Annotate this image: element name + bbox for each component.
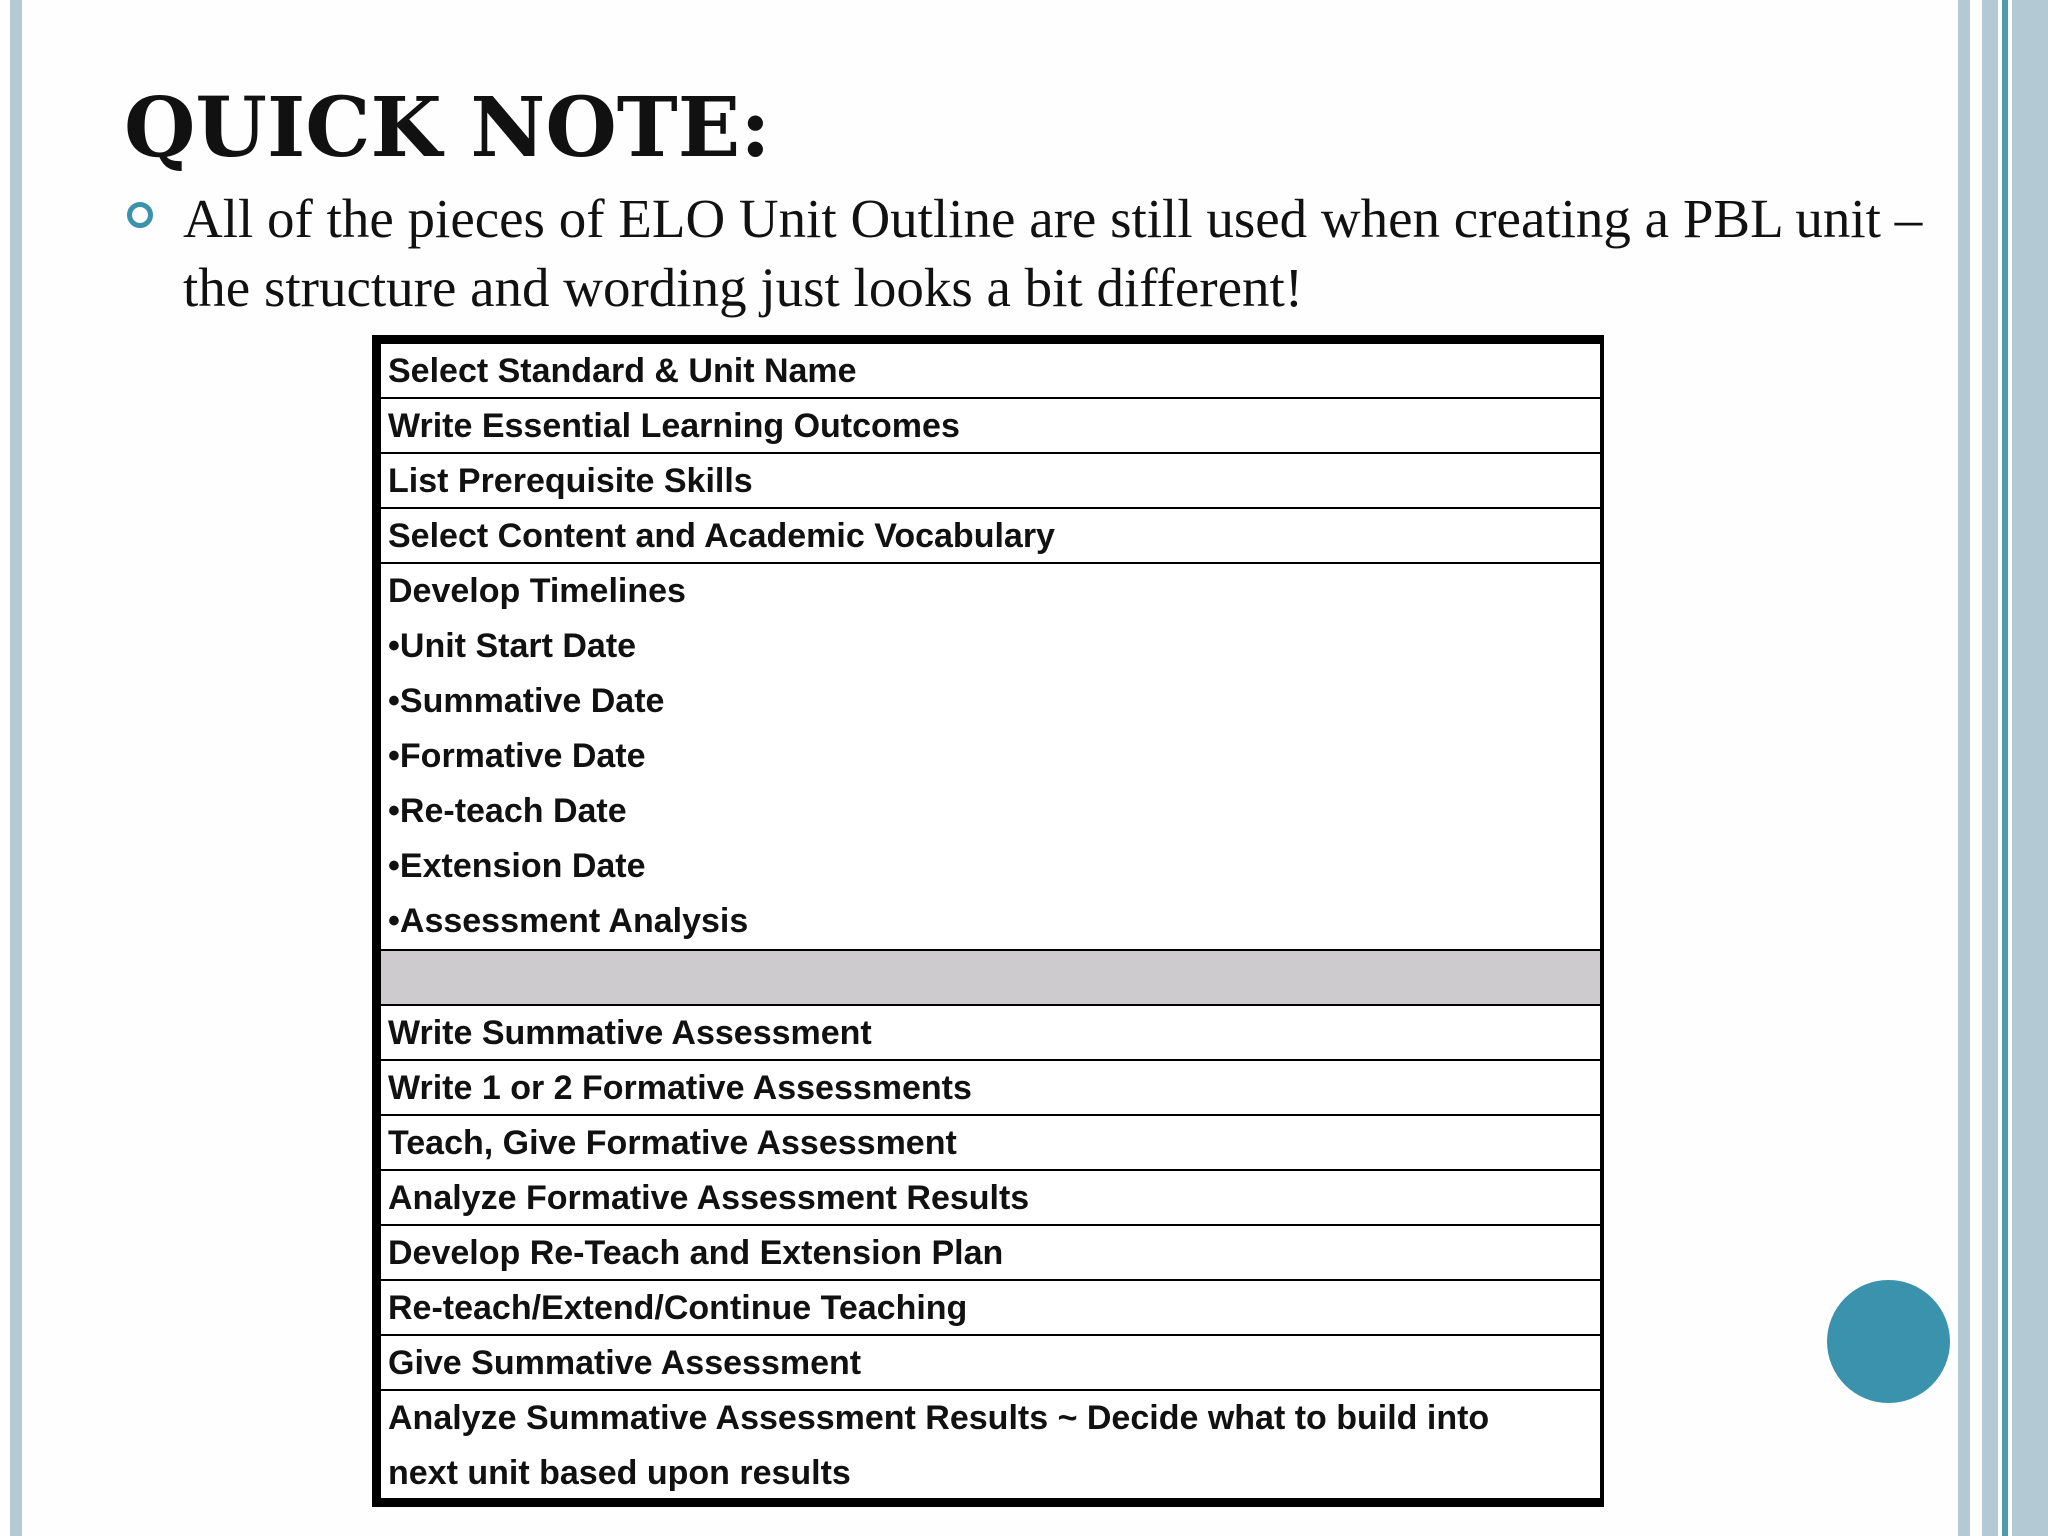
final-row-line: next unit based upon results: [388, 1454, 851, 1492]
outline-row: Analyze Formative Assessment Results: [381, 1171, 1600, 1226]
outline-row: List Prerequisite Skills: [381, 454, 1600, 509]
right-border-stripe: [1958, 0, 1970, 1536]
shaded-separator-row: [381, 951, 1600, 1006]
timelines-group: [381, 564, 1600, 951]
outline-row: Select Standard & Unit Name: [381, 344, 1600, 399]
unit-outline-table: [372, 335, 1604, 1507]
right-border-stripe-accent: [2002, 0, 2008, 1536]
timeline-item: •Unit Start Date: [388, 627, 637, 665]
bullet-ring-icon: [127, 202, 153, 228]
timeline-item: •Re-teach Date: [388, 792, 627, 830]
left-border-bar: [10, 0, 22, 1536]
outline-final-row: [381, 1391, 1600, 1498]
timeline-item: •Summative Date: [388, 682, 665, 720]
outline-row: Write 1 or 2 Formative Assessments: [381, 1061, 1600, 1116]
right-border-stripe: [2012, 0, 2048, 1536]
outline-row: Write Summative Assessment: [381, 1006, 1600, 1061]
timelines-heading: Develop Timelines: [388, 572, 686, 610]
timeline-item: •Formative Date: [388, 737, 646, 775]
outline-row: Write Essential Learning Outcomes: [381, 399, 1600, 454]
decorative-circle: [1827, 1280, 1950, 1403]
bullet-text: All of the pieces of ELO Unit Outline are still used when creating a PBL unit – the structure and wording just looks a bit different!: [183, 188, 1923, 318]
outline-row: Select Content and Academic Vocabulary: [381, 509, 1600, 564]
final-row-line: Analyze Summative Assessment Results ~ Decide what to build into: [388, 1399, 1490, 1437]
timeline-item: •Assessment Analysis: [388, 902, 749, 940]
timeline-item: •Extension Date: [388, 847, 646, 885]
outline-row: Develop Re-Teach and Extension Plan: [381, 1226, 1600, 1281]
right-border-stripe: [1982, 0, 1998, 1536]
outline-row: Re-teach/Extend/Continue Teaching: [381, 1281, 1600, 1336]
slide-title: QUICK NOTE:: [124, 80, 771, 176]
outline-row: Give Summative Assessment: [381, 1336, 1600, 1391]
outline-row: Teach, Give Formative Assessment: [381, 1116, 1600, 1171]
